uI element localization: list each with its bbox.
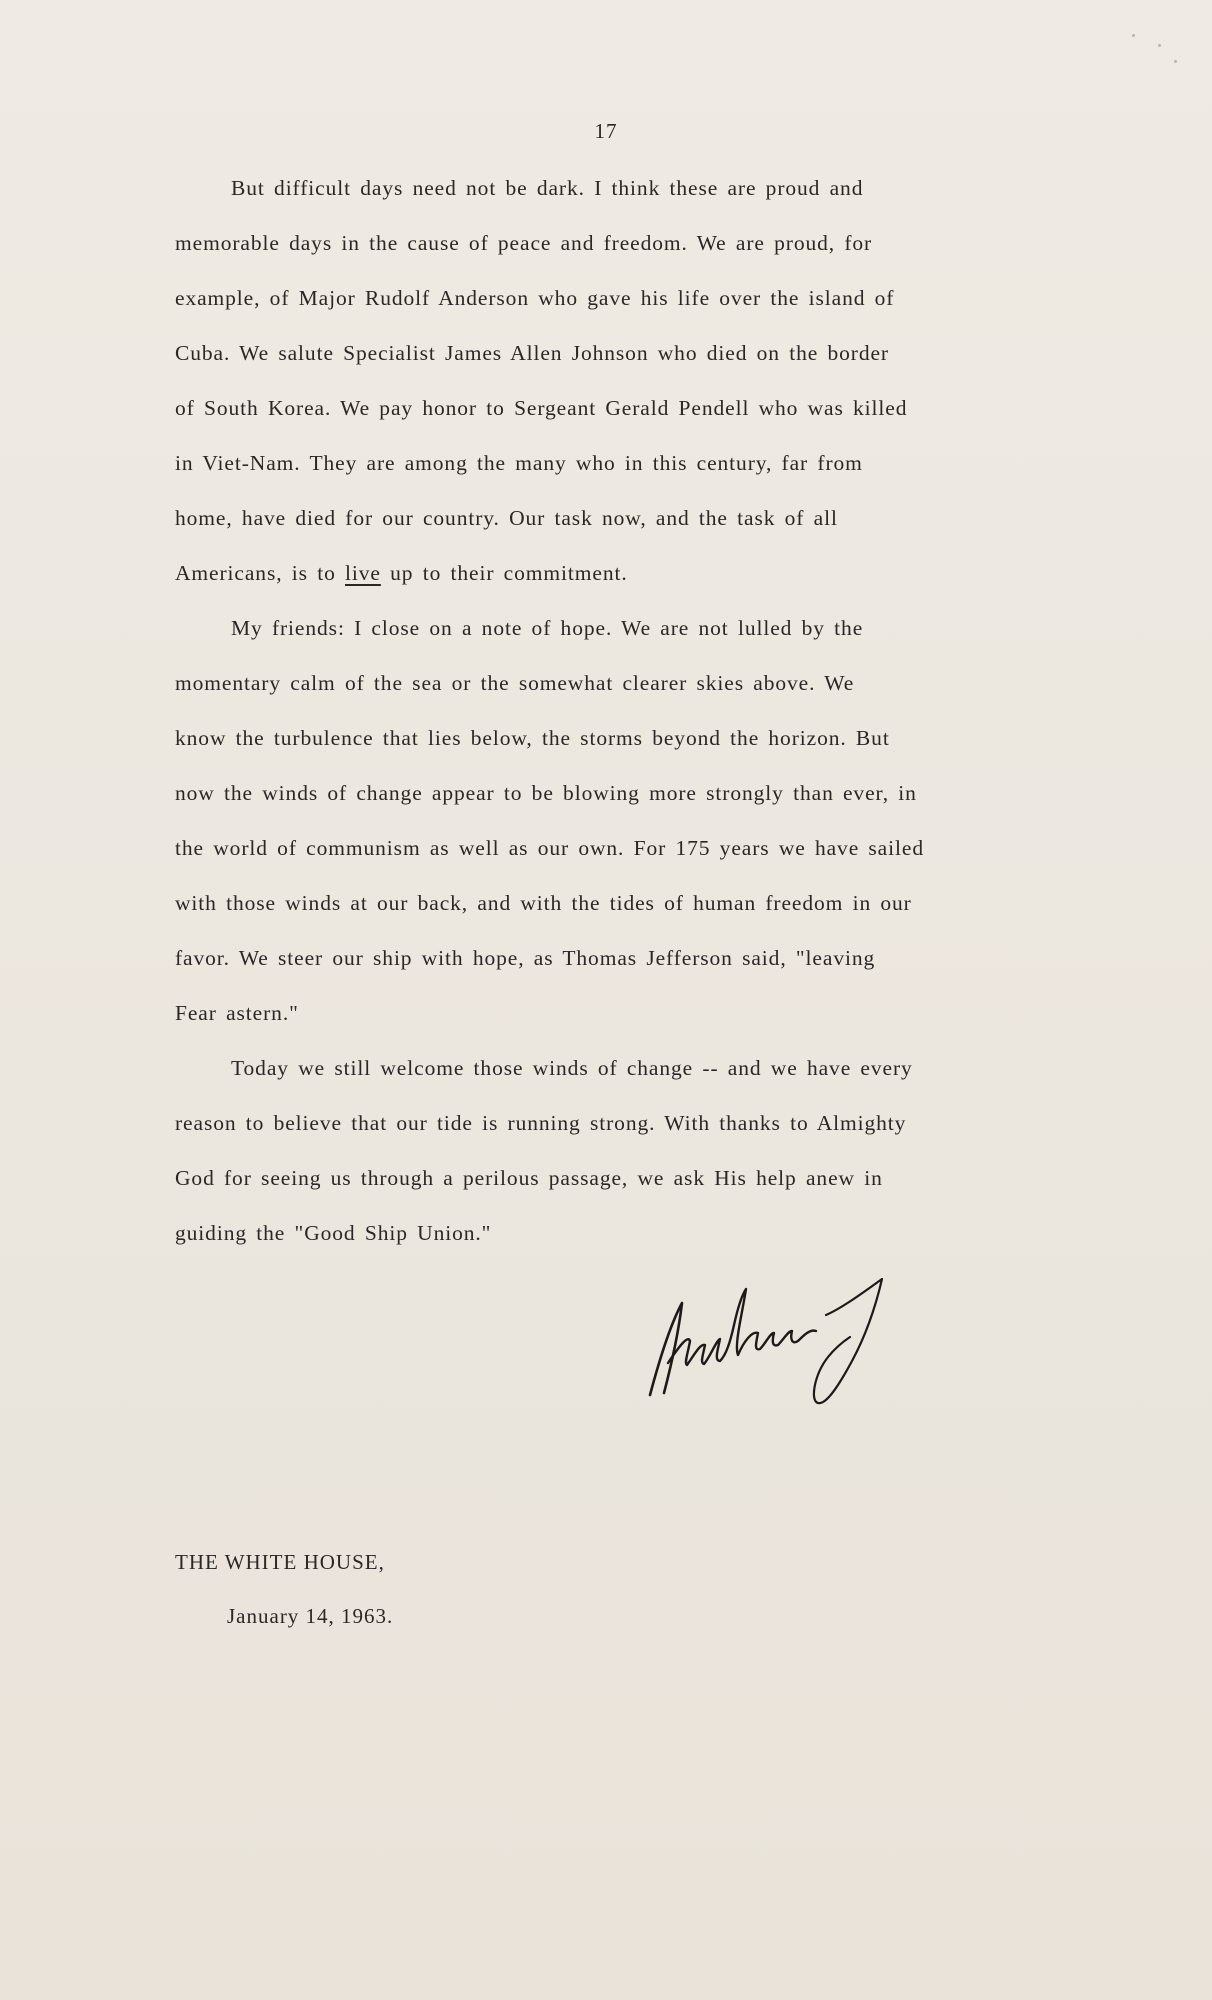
paragraph-1-line-6: in Viet-Nam. They are among the many who in this century, far from xyxy=(175,451,863,475)
closing-place: THE WHITE HOUSE, xyxy=(175,1550,385,1574)
underlined-word-live: live xyxy=(345,561,381,585)
paragraph-2-line-1: My friends: I close on a note of hope. We are not lulled by the xyxy=(231,616,864,640)
paragraph-2-line-8: Fear astern." xyxy=(175,1001,299,1025)
paragraph-1-line-7: home, have died for our country. Our task now, and the task of all xyxy=(175,506,838,530)
paragraph-1-line-3: example, of Major Rudolf Anderson who gave his life over the island of xyxy=(175,286,895,310)
paragraph-3-line-1: Today we still welcome those winds of change -- and we have every xyxy=(231,1056,913,1080)
handwritten-signature xyxy=(630,1245,920,1420)
paragraph-2-line-3: know the turbulence that lies below, the storms beyond the horizon. But xyxy=(175,726,890,750)
paragraph-2-line-7: favor. We steer our ship with hope, as Thomas Jefferson said, "leaving xyxy=(175,946,876,970)
paragraph-1-line-4: Cuba. We salute Specialist James Allen Johnson who died on the border xyxy=(175,341,889,365)
paragraph-2-line-4: now the winds of change appear to be blowing more strongly than ever, in xyxy=(175,781,917,805)
paragraph-3-line-3: God for seeing us through a perilous passage, we ask His help anew in xyxy=(175,1166,883,1190)
paragraph-1-line-5: of South Korea. We pay honor to Sergeant Gerald Pendell who was killed xyxy=(175,396,908,420)
paragraph-3-line-4: guiding the "Good Ship Union." xyxy=(175,1221,492,1245)
signature-stroke-3 xyxy=(814,1279,882,1403)
paragraph-1-line-2: memorable days in the cause of peace and freedom. We are proud, for xyxy=(175,231,873,255)
paragraph-2-line-6: with those winds at our back, and with the tides of human freedom in our xyxy=(175,891,912,915)
paragraph-2-line-2: momentary calm of the sea or the somewhat clearer skies above. We xyxy=(175,671,855,695)
line-8-before: Americans, is to xyxy=(175,561,345,585)
paragraph-2-line-5: the world of communism as well as our own. For 175 years we have sailed xyxy=(175,836,924,860)
paragraph-1-line-1: But difficult days need not be dark. I think these are proud and xyxy=(231,176,864,200)
body-text xyxy=(175,172,1115,1272)
paper-specks xyxy=(1130,30,1190,80)
paragraph-3-line-2: reason to believe that our tide is running strong. With thanks to Almighty xyxy=(175,1111,907,1135)
closing-date: January 14, 1963. xyxy=(227,1604,394,1628)
page-number: 17 xyxy=(594,119,618,143)
line-8-after: up to their commitment. xyxy=(380,561,628,585)
paragraph-1-line-8 xyxy=(175,557,1115,612)
signature-stroke-2 xyxy=(668,1289,816,1365)
